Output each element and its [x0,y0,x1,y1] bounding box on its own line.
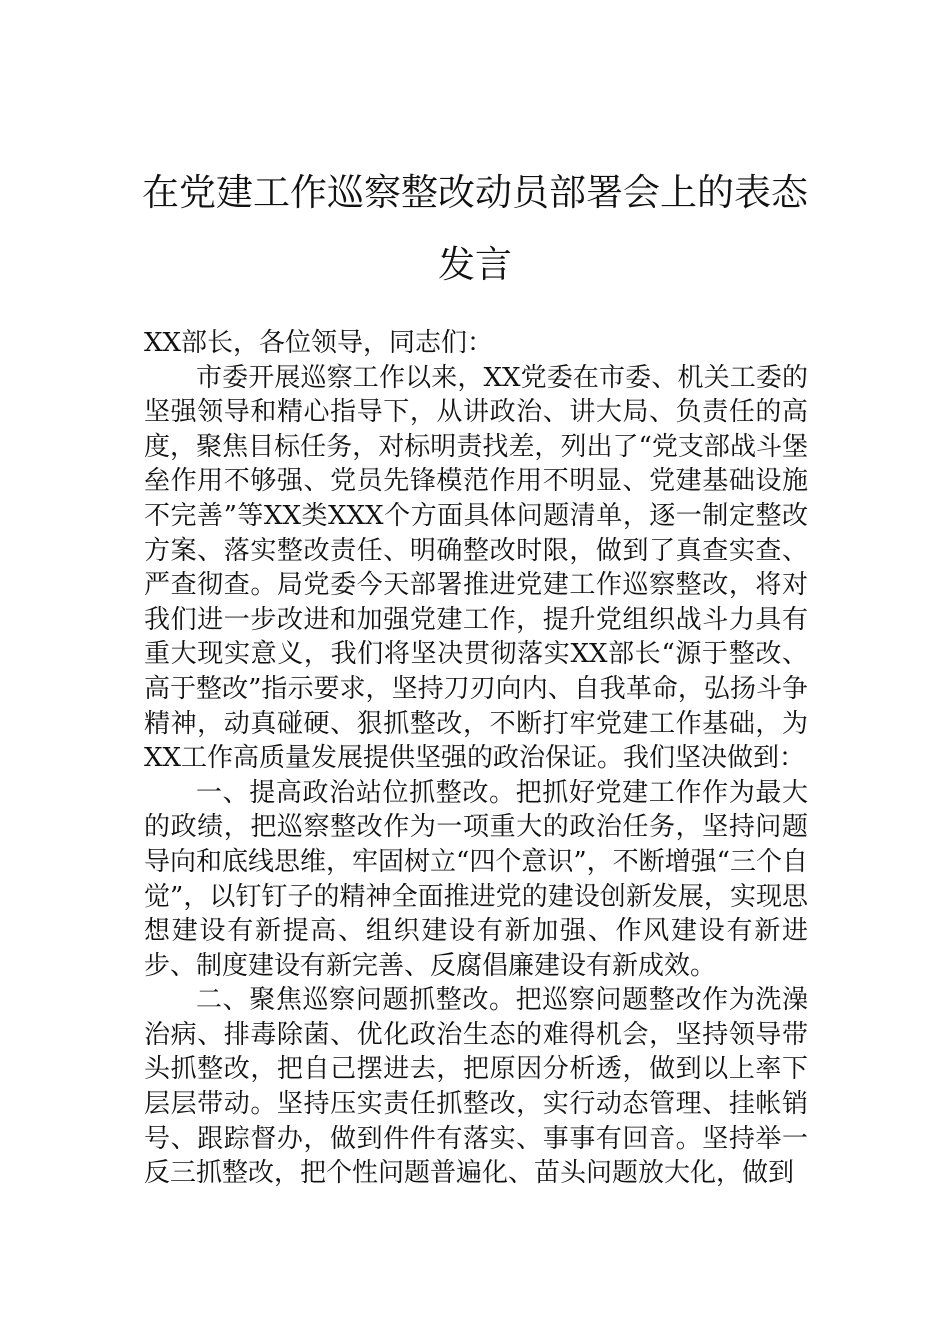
document-body [144,326,808,1191]
document-title-line-1: 在党建工作巡察整改动员部署会上的表态 [142,171,808,214]
salutation: XX部长，各位领导，同志们： [144,328,494,358]
paragraph-intro: 市委开展巡察工作以来，XX党委在市委、机关工委的坚强领导和精心指导下，从讲政治、讲大局、负责任的高度，聚焦目标任务，对标明责找差，列出了“党支部战斗堡垒作用不够强、党员先锋模范作用不明显、党建基础设施不完善”等XX类XXX个方面具体问题清单，逐一制定整改方案、落实整改责任、明确整改时限，做到了真查实查、严查彻查。局党委今天部署推进党建工作巡察整改，将对我们进一步改进和加强党建工作，提升党组织战斗力具有重大现实意义，我们将坚决贯彻落实XX部长“源于整改、高于整改”指示要求，坚持刀刃向内、自我革命，弘扬斗争精神，动真碰硬、狠抓整改，不断打牢党建工作基础，为XX工作高质量发展提供坚强的政治保证。我们坚决做到： [144,362,808,774]
document-title-line-2: 发言 [438,243,512,286]
paragraph-point-2: 二、聚焦巡察问题抓整改。把巡察问题整改作为洗澡治病、排毒除菌、优化政治生态的难得机会，坚持领导带头抓整改，把自己摆进去，把原因分析透，做到以上率下层层带动。坚持压实责任抓整改，实行动态管理、挂帐销号、跟踪督办，做到件件有落实、事事有回音。坚持举一反三抓整改，把个性问题普遍化、苗头问题放大化，做到 [144,985,808,1189]
paragraph-point-1: 一、提高政治站位抓整改。把抓好党建工作作为最大的政绩，把巡察整改作为一项重大的政治任务，坚持问题导向和底线思维，牢固树立“四个意识”，不断增强“三个自觉”，以钉钉子的精神全面推进党的建设创新发展，实现思想建设有新提高、组织建设有新加强、作风建设有新进步、制度建设有新完善、反腐倡廉建设有新成效。 [144,777,808,981]
